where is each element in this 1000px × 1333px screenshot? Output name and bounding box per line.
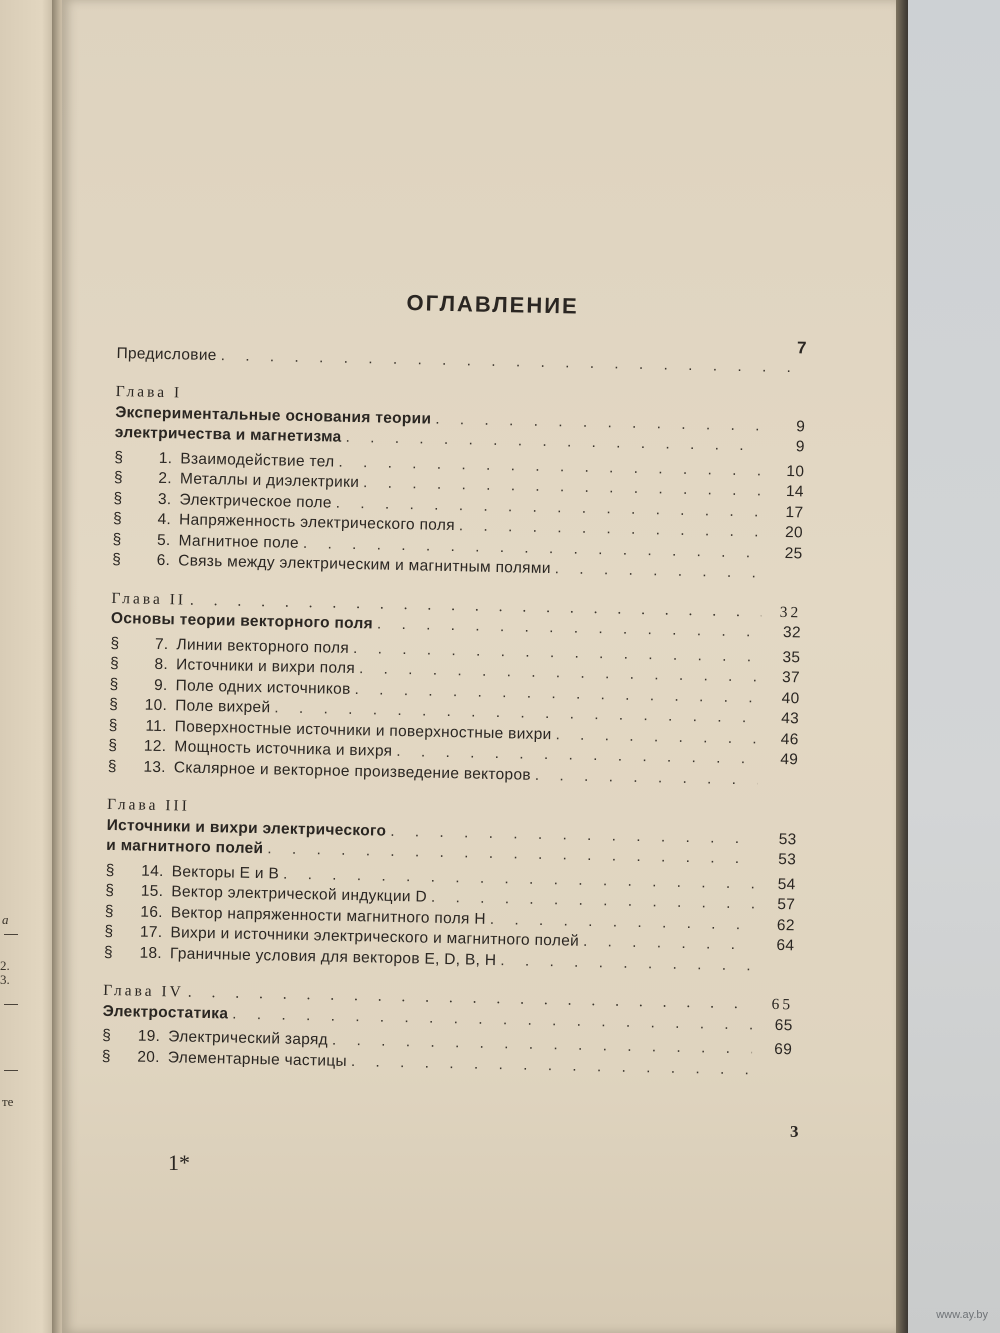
section-sign: §: [113, 489, 123, 507]
toc-page-number: 37: [781, 668, 801, 687]
toc-page-number: [762, 784, 798, 785]
section-sign: §: [110, 634, 120, 652]
toc-leader-dots: [555, 726, 758, 748]
section-sign: §: [105, 861, 115, 879]
toc-section-number: 2.: [158, 469, 173, 488]
book-cover-edge: [896, 0, 908, 1333]
toc-section-title: Поверхностные источники и поверхностные вихри: [174, 717, 552, 743]
toc-page-number: [758, 970, 794, 971]
toc-page-number: 53: [778, 830, 797, 848]
toc-chapter-title: Источники и вихри электрического: [106, 816, 387, 840]
toc-page-number: 9: [795, 438, 805, 456]
toc-section-number: 15.: [140, 882, 164, 901]
previous-page-fragment: 2.: [0, 958, 10, 973]
previous-page-fragment: 3.: [0, 972, 10, 987]
toc-chapter-title: и магнитного полей: [106, 836, 264, 858]
toc-page-number: 40: [781, 689, 800, 707]
toc-section-number: 10.: [144, 696, 168, 715]
toc-page-number: 62: [776, 916, 795, 934]
toc-section-number: 16.: [140, 903, 164, 921]
toc-section-number: 5.: [156, 531, 171, 549]
watermark: www.ay.by: [936, 1309, 988, 1321]
section-sign: §: [112, 509, 123, 528]
toc-section-title: Магнитное поле: [178, 531, 300, 552]
toc-section-number: 12.: [143, 737, 167, 756]
toc-section-title: Электрический заряд: [168, 1028, 329, 1049]
toc-section-number: 4.: [157, 510, 172, 529]
toc-section-number: 6.: [156, 551, 171, 570]
toc-section-title: Граничные условия для векторов E, D, B, H: [169, 944, 497, 969]
toc-section-title: Металлы и диэлектрики: [179, 470, 360, 492]
toc-section-title: Векторы E и B: [171, 862, 280, 883]
section-sign: §: [113, 468, 124, 487]
toc-section-number: 19.: [137, 1027, 161, 1046]
page-number: 3: [790, 1122, 799, 1141]
toc-section-number: 7.: [154, 635, 169, 653]
table-of-contents: [102, 284, 808, 1082]
toc-page-number: 14: [785, 483, 804, 501]
section-sign: §: [109, 654, 120, 673]
toc-leader-dots: [583, 933, 755, 955]
toc-section-title: Скалярное и векторное произведение векторов: [173, 758, 532, 784]
previous-page-rule: [4, 1070, 18, 1071]
toc-section-number: 20.: [137, 1048, 160, 1066]
toc-section-number: 18.: [139, 944, 163, 962]
toc-section-title: Мощность источника и вихря: [174, 738, 393, 760]
toc-page-number: 32: [779, 603, 802, 621]
toc-section-number: 11.: [145, 717, 167, 735]
section-sign: §: [102, 1026, 112, 1045]
toc-section-number: 3.: [157, 490, 172, 508]
previous-page-rule: [4, 1004, 18, 1005]
toc-page-number: 53: [778, 850, 797, 869]
toc-section-title: Вихри и источники электрического и магнитного полей: [170, 924, 580, 950]
toc-section-title: Напряженность электрического поля: [178, 511, 456, 535]
previous-page-rule: [4, 934, 18, 935]
toc-page-number: 46: [780, 730, 799, 748]
toc-section-title: Линии векторного поля: [176, 635, 350, 657]
toc-page-number: 20: [784, 524, 804, 542]
toc-page-number: [756, 1074, 792, 1075]
toc-section-title: Источники и вихри поля: [175, 656, 356, 678]
section-sign: §: [101, 1047, 111, 1065]
section-sign: §: [104, 922, 114, 941]
section-sign: §: [112, 530, 122, 548]
toc-section-number: 14.: [141, 862, 164, 880]
toc-section-title: Связь между электрическим и магнитным полями: [178, 552, 551, 578]
toc-section-title: Вектор электрической индукции D: [171, 883, 428, 906]
section-sign: §: [112, 550, 122, 569]
toc-section-title: Взаимодействие тел: [180, 449, 335, 471]
toc-title: ОГЛАВЛЕНИЕ: [406, 290, 579, 319]
toc-page-number: [766, 578, 802, 579]
toc-page-number: 25: [784, 544, 803, 562]
section-sign: §: [104, 902, 114, 920]
section-sign: §: [105, 881, 115, 900]
previous-page-edge: [0, 0, 60, 1333]
signature-mark: 1*: [168, 1150, 190, 1175]
toc-page-number: 57: [777, 895, 796, 914]
toc-section-title: Поле одних источников: [175, 676, 351, 698]
section-sign: §: [109, 695, 119, 714]
toc-page-number: 10: [786, 462, 805, 480]
toc-chapter-title: Электростатика: [102, 1002, 229, 1022]
toc-page-number: 9: [796, 417, 806, 435]
section-sign: §: [109, 675, 119, 693]
toc-section-number: 9.: [153, 676, 168, 694]
toc-page-number: 32: [782, 624, 802, 642]
toc-section-title: Элементарные частицы: [167, 1048, 348, 1070]
toc-section-number: 1.: [158, 449, 173, 467]
section-sign: §: [114, 448, 124, 466]
toc-chapter-label: Глава II: [111, 589, 187, 608]
toc-section-title: Электрическое поле: [179, 490, 332, 512]
toc-page-number: 35: [782, 648, 801, 666]
section-sign: §: [103, 943, 114, 961]
toc-page-number: 43: [781, 709, 800, 728]
toc-chapter-title: Основы теории векторного поля: [110, 609, 374, 633]
section-sign: §: [108, 736, 118, 755]
toc-page-number: 64: [776, 936, 795, 955]
toc-chapter-label: Глава III: [106, 795, 191, 815]
toc-page-number: 65: [771, 995, 794, 1014]
previous-page-fragment: те: [2, 1094, 14, 1109]
section-sign: §: [108, 716, 118, 734]
toc-chapters: [102, 383, 806, 1082]
previous-page-fragment: а: [2, 912, 9, 927]
section-sign: §: [107, 757, 118, 775]
toc-page-number: 65: [774, 1016, 793, 1034]
toc-section-number: 8.: [154, 655, 169, 674]
toc-chapter-label: Глава I: [115, 382, 183, 402]
toc-page-number: 7: [796, 338, 808, 358]
toc-chapter-title: электричества и магнетизма: [114, 423, 342, 446]
toc-chapter-title: Экспериментальные основания теории: [115, 403, 432, 428]
toc-section-title: Вектор напряженности магнитного поля H: [170, 903, 486, 928]
toc-section-title: Поле вихрей: [175, 697, 271, 717]
toc-leader-dots: [555, 560, 763, 582]
table-surface: [908, 0, 1000, 1333]
toc-page-number: 17: [785, 503, 804, 521]
toc-chapter-label: Глава IV: [103, 981, 185, 1001]
toc-page-number: 69: [774, 1040, 793, 1059]
toc-intro-label: Предисловие: [116, 344, 217, 364]
toc-section-number: 13.: [143, 758, 167, 776]
toc-leader-dots: [535, 766, 758, 789]
toc-page-number: 54: [777, 875, 796, 893]
toc-section-number: 17.: [139, 923, 163, 942]
toc-page-number: 49: [780, 750, 799, 769]
